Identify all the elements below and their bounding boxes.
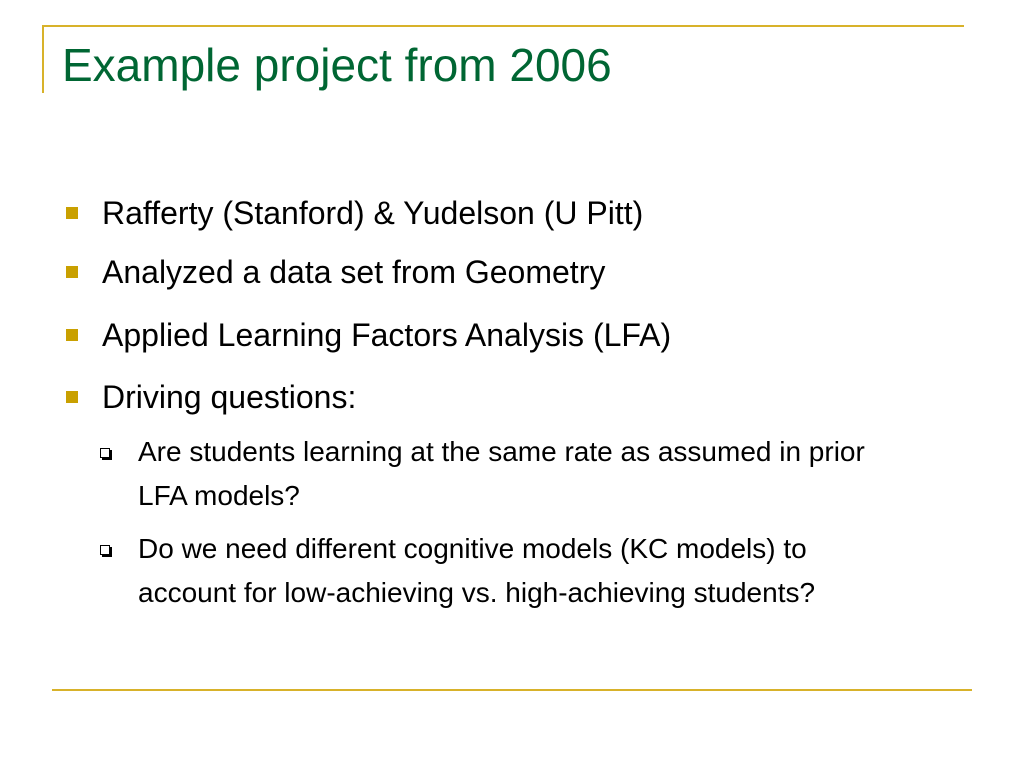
hollow-square-bullet-icon	[100, 545, 110, 555]
hollow-square-bullet-icon	[100, 448, 110, 458]
square-bullet-icon	[66, 329, 78, 341]
sub-bullet-text: Are students learning at the same rate as assumed in prior LFA models?	[138, 436, 865, 511]
square-bullet-icon	[66, 391, 78, 403]
bullet-text: Applied Learning Factors Analysis (LFA)	[102, 317, 672, 353]
slide-title: Example project from 2006	[62, 39, 612, 91]
bullet-text: Rafferty (Stanford) & Yudelson (U Pitt)	[102, 195, 644, 231]
square-bullet-icon	[66, 266, 78, 278]
sub-bullet-text: Do we need different cognitive models (KC models) to account for low-achieving vs. high-achieving students?	[138, 533, 816, 608]
bullet-text: Driving questions:	[102, 379, 357, 415]
square-bullet-icon	[66, 207, 78, 219]
left-accent-rule	[42, 25, 44, 93]
top-accent-rule	[42, 25, 964, 27]
bottom-accent-rule	[52, 689, 972, 691]
bullet-text: Analyzed a data set from Geometry	[102, 254, 606, 290]
